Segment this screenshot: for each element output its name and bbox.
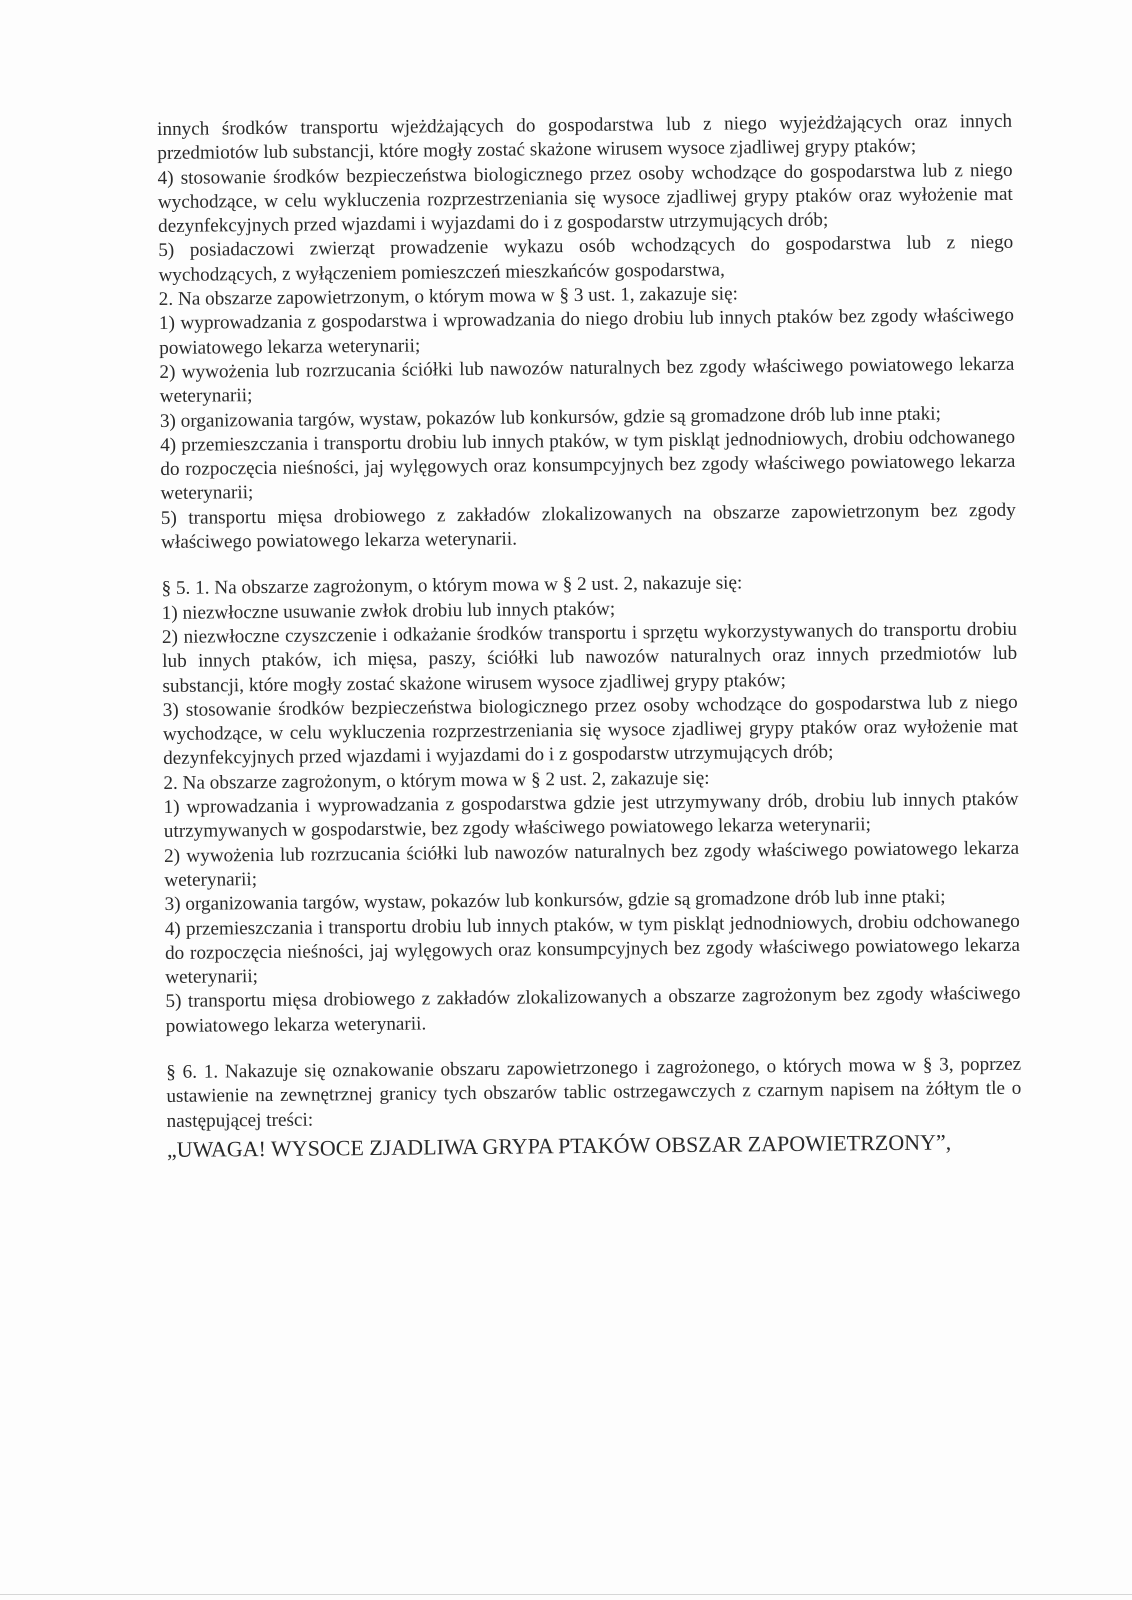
- warning-sign-text: „UWAGA! WYSOCE ZJADLIWA GRYPA PTAKÓW OBSZAR ZAPOWIETRZONY”,: [166, 1129, 952, 1162]
- paragraph: 3) stosowanie środków bezpieczeństwa biologicznego przez osoby wchodzące do gospodarstwa lub z niego wychodzące, w celu wykluczenia rozprzestrzeniania się wysoce zjadliwej grypy ptaków oraz wyłożenie mat dezynfekcyjnych przed wjazdami i wyjazdami do i z gospodarstw utrzymujących drób;: [162, 691, 1018, 770]
- paragraph: 5) posiadaczowi zwierząt prowadzenie wykazu osób wchodzących do gospodarstwa lub z niego wychodzących, z wyłączeniem pomieszczeń mieszkańców gospodarstwa,: [158, 232, 1014, 286]
- paragraph: 2) niezwłoczne czyszczenie i odkażanie środków transportu i sprzętu wykorzystywanych do transportu drobiu lub innych ptaków, ich mięsa, paszy, ściółki lub nawozów naturalnych oraz innych przedmiotów lub substancji, które mogły zostać skażone wirusem wysoce zjadliwej grypy ptaków;: [161, 618, 1018, 697]
- paragraph: 1) wyprowadzania z gospodarstwa i wprowadzania do niego drobiu lub innych ptaków bez zgody właściwego powiatowego lekarza weterynarii;: [158, 305, 1015, 359]
- paragraph: 3) organizowania targów, wystaw, pokazów lub konkursów, gdzie są gromadzone drób lub inne ptaki;: [164, 886, 946, 916]
- document-body: [157, 110, 1022, 1163]
- paragraph: 1) wprowadzania i wyprowadzania z gospodarstwa gdzie jest utrzymywany drób, drobiu lub innych ptaków utrzymywanych w gospodarstwie, bez zgody właściwego powiatowego lekarza weterynarii;: [163, 788, 1019, 843]
- paragraph: 2. Na obszarze zapowietrzonym, o którym mowa w § 3 ust. 1, zakazuje się:: [158, 283, 739, 311]
- paragraph: 2) wywożenia lub rozrzucania ściółki lub nawozów naturalnych bez zgody właściwego powiatowego lekarza weterynarii;: [163, 837, 1020, 891]
- paragraph: 1) niezwłoczne usuwanie zwłok drobiu lub innych ptaków;: [161, 598, 616, 624]
- paragraph: 3) organizowania targów, wystaw, pokazów lub konkursów, gdzie są gromadzone drób lub inne ptaki;: [159, 403, 941, 432]
- paragraph: § 6. 1. Nakazuje się oznakowanie obszaru zapowietrzonego i zagrożonego, o których mowa w § 3, poprzez ustawienie na zewnętrznej granicy tych obszarów tablic ostrzegawczych z czarnym napisem na żółtym tle o następującej treści:: [166, 1053, 1022, 1132]
- paragraph: 2. Na obszarze zagrożonym, o którym mowa w § 2 ust. 2, zakazuje się:: [163, 767, 710, 794]
- paragraph: 4) przemieszczania i transportu drobiu lub innych ptaków, w tym piskląt jednodniowych, drobiu odchowanego do rozpoczęcia nieśności, jaj wylęgowych oraz konsumpcyjnych bez zgody właściwego powiatowego lekarza weterynarii;: [164, 910, 1021, 989]
- paragraph: 5) transportu mięsa drobiowego z zakładów zlokalizowanych na obszarze zapowietrzonym bez zgody właściwego powiatowego lekarza weterynarii.: [160, 499, 1016, 554]
- paragraph: innych środków transportu wjeżdżających do gospodarstwa lub z niego wyjeżdżających oraz innych przedmiotów lub substancji, które mogły zostać skażone wirusem wysoce zjadliwej grypy ptaków;: [157, 110, 1013, 165]
- page-edge-line: [0, 1594, 1132, 1595]
- paragraph: 4) stosowanie środków bezpieczeństwa biologicznego przez osoby wchodzące do gospodarstwa lub z niego wychodzące, w celu wykluczenia rozprzestrzeniania się wysoce zjadliwej grypy ptaków oraz wyłożenie mat dezynfekcyjnych przed wjazdami i wyjazdami do i z gospodarstw utrzymujących drób;: [157, 159, 1013, 238]
- paragraph: 2) wywożenia lub rozrzucania ściółki lub nawozów naturalnych bez zgody właściwego powiatowego lekarza weterynarii;: [159, 353, 1015, 408]
- paragraph: § 5. 1. Na obszarze zagrożonym, o którym mowa w § 2 ust. 2, nakazuje się:: [161, 572, 743, 600]
- paragraph: 5) transportu mięsa drobiowego z zakładów zlokalizowanych a obszarze zagrożonym bez zgody właściwego powiatowego lekarza weterynarii.: [165, 983, 1021, 1037]
- paragraph: 4) przemieszczania i transportu drobiu lub innych ptaków, w tym piskląt jednodniowych, drobiu odchowanego do rozpoczęcia nieśności, jaj wylęgowych oraz konsumpcyjnych bez zgody właściwego powiatowego lekarza weterynarii;: [160, 426, 1016, 505]
